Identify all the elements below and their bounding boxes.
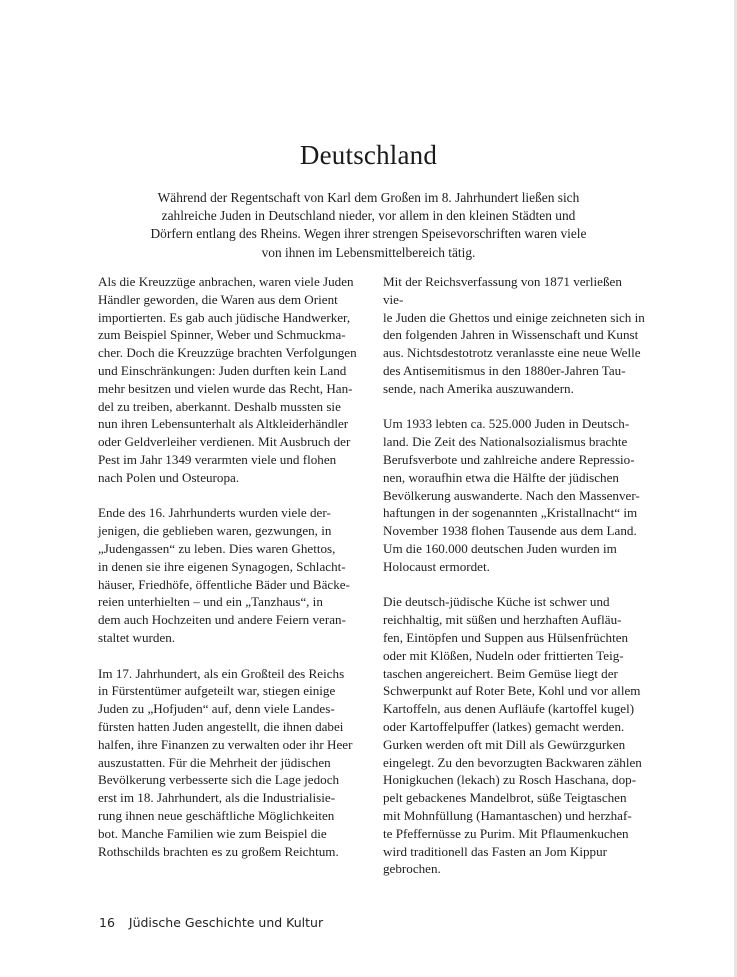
running-title: Jüdische Geschichte und Kultur — [128, 915, 324, 930]
paragraph-16th-century: Ende des 16. Jahrhunderts wurden viele der- jenigen, die geblieben waren, gezwungen, in „Judengassen“ zu leben. Dies waren Ghettos, in denen sie ihre eigenen Synagogen, Schlacht- häuser, Friedhöfe, öffentliche Bäder und Bäcke- reien unterhielten – und ein „Tanzhaus“, in dem auch Hochzeiten und andere Feiern veran- staltet wurden. — [98, 505, 350, 645]
paragraph-1933: Um 1933 lebten ca. 525.000 Juden in Deutsch- land. Die Zeit des Nationalsozialismus brachte Berufsverbote und zahlreiche andere Repressio- nen, woraufhin etwa die Hälfte der jüdischen Bevölkerung auswanderte. Nach den Massenver- haftungen in der sogenannten „Kristallnacht“ im November 1938 flohen Tausende aus dem Land. Um die 160.000 deutschen Juden wurden im Holocaust ermordet. — [383, 416, 640, 574]
paragraph-17th-century: Im 17. Jahrhundert, als ein Großteil des Reichs in Fürstentümer aufgeteilt war, stiegen einige Juden zu „Hofjuden“ auf, denn viele Landes- fürsten hatten Juden angestellt, die ihnen dabei halfen, ihre Finanzen zu verwalten oder ihr Heer auszustatten. Für die Mehrheit der jüdischen Bevölkerung verbesserte sich die Lage jedoch erst im 18. Jahrhundert, als die Industrialisie- rung ihnen neue geschäftliche Möglichkeiten bot. Manche Familien wie zum Beispiel die Rothschilds brachten es zu großem Reichtum. — [98, 665, 353, 859]
page-footer — [99, 915, 323, 930]
right-column — [383, 273, 645, 896]
page-title: Deutschland — [299, 140, 438, 170]
paragraph-cuisine: Die deutsch-jüdische Küche ist schwer und reichhaltig, mit süßen und herzhaften Aufläu- fen, Eintöpfen und Suppen aus Hülsenfrüchten oder mit Klößen, Nudeln oder frittierten Teig- taschen angereichert. Beim Gemüse liegt der Schwerpunkt auf Roter Bete, Kohl und vor allem Kartoffeln, aus denen Aufläufe (kartoffel kugel) oder Kartoffelpuffer (latkes) gemacht werden. Gurken werden oft mit Dill als Gewürzgurken eingelegt. Zu den bevorzugten Backwaren zählen Honigkuchen (lekach) zu Rosch Haschana, dop- pelt gebackenes Mandelbrot, süße Teigtaschen mit Mohnfüllung (Hamantaschen) und herzhaf- te Pfeffernüsse zu Purim. Mit Pflaumenkuchen wird traditionell das Fasten an Jom Kippur gebrochen. — [383, 594, 642, 877]
left-column — [98, 273, 360, 878]
paragraph-crusades: Als die Kreuzzüge anbrachen, waren viele Juden Händler geworden, die Waren aus dem Orient importierten. Es gab auch jüdische Handwerker, zum Beispiel Spinner, Weber und Schmuckma- cher. Doch die Kreuzzüge brachten Verfolgungen und Einschränkungen: Juden durften kein Land mehr besitzen und vielen wurde das Recht, Han- del zu treiben, aberkannt. Deshalb mussten sie nun ihren Lebensunterhalt als Altkleiderhändler oder Geldverleiher verdienen. Mit Ausbruch der Pest im Jahr 1349 verarmten viele und flohen nach Polen und Osteuropa. — [98, 274, 357, 485]
paragraph-1871: Mit der Reichsverfassung von 1871 verließen vie- le Juden die Ghettos und einige zeichneten sich in den folgenden Jahren in Wissenschaft und Kunst aus. Nichtsdestotrotz veranlasste eine neue Welle des Antisemitismus in den 1880er-Jahren Tau- sende, nach Amerika auszuwandern. — [383, 274, 645, 396]
page-number: 16 — [99, 915, 115, 930]
intro-paragraph: Während der Regentschaft von Karl dem Großen im 8. Jahrhundert ließen sich zahlreiche Juden in Deutschland nieder, vor allem in den kleinen Städten und Dörfern entlang des Rheins. Wegen ihrer strengen Speisevorschriften waren viele von ihnen im Lebensmittelbereich tätig. — [150, 190, 587, 260]
